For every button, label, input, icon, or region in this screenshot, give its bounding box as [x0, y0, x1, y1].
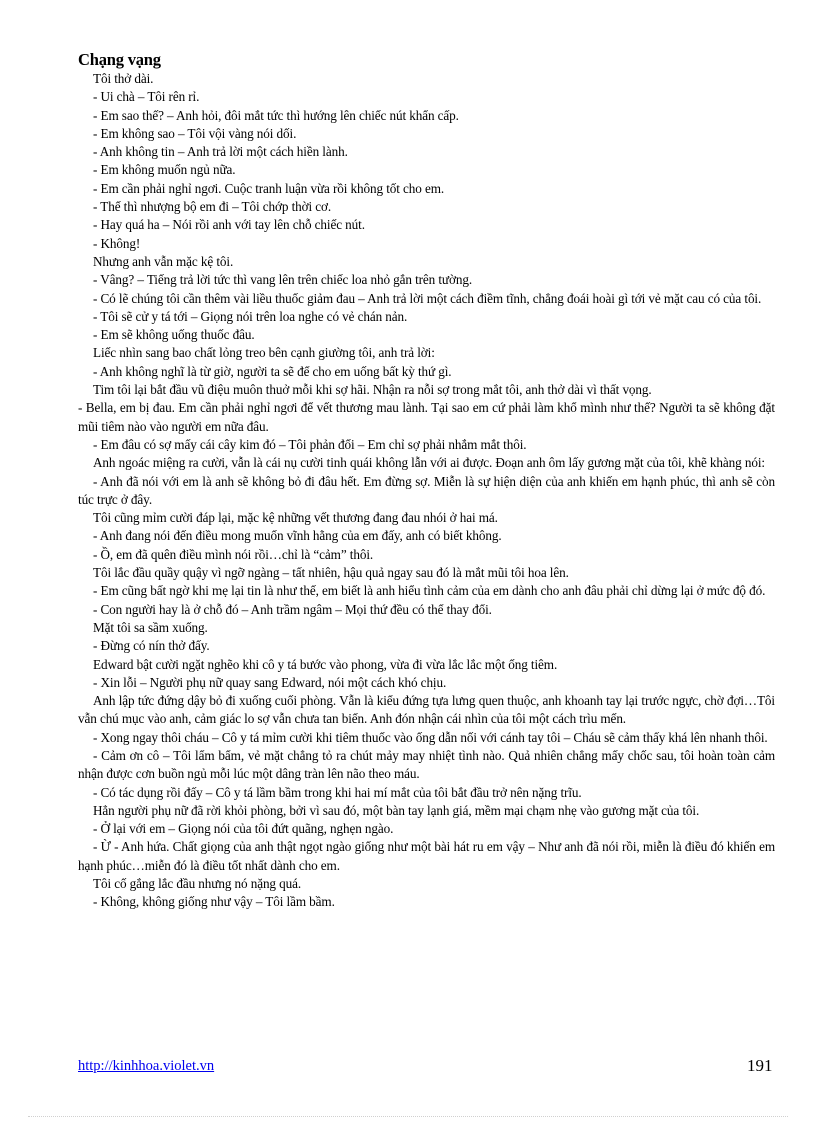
paragraph: - Con người hay là ở chỗ đó – Anh trầm ngâm – Mọi thứ đều có thể thay đổi. [93, 601, 492, 617]
paragraph: - Xong ngay thôi cháu – Cô y tá mỉm cười khi tiêm thuốc vào ống dẫn nối với cánh tay tôi – Cháu sẽ cảm thấy khá lên nhanh thôi. [93, 729, 768, 745]
paragraph: Anh ngoác miệng ra cười, vẫn là cái nụ cười tinh quái không lẫn với ai được. Đoạn anh ôm lấy gương mặt của tôi, khẽ khàng nói: [93, 455, 765, 471]
paragraph: - Không, không giống như vậy – Tôi lầm bầm. [93, 894, 335, 910]
paragraph: - Vâng? – Tiếng trả lời tức thì vang lên trên chiếc loa nhỏ gắn trên tường. [93, 272, 473, 288]
body-text [78, 70, 775, 912]
paragraph: - Cảm ơn cô – Tôi lẩm bẩm, vẻ mặt chẳng tỏ ra chút mảy may nhiệt tình nào. Quả nhiên chẳng mấy chốc sau, tôi hoàn toàn cảm nhận được cơn buồn ngủ mỗi lúc một dâng tràn lên não theo máu. [78, 747, 775, 782]
paragraph: - Ui chà – Tôi rên rỉ. [93, 89, 200, 105]
paragraph: - Có lẽ chúng tôi cần thêm vài liều thuốc giảm đau – Anh trả lời một cách điềm tĩnh, chẳng đoái hoài gì tới vẻ mặt cau có của tôi. [93, 290, 762, 306]
paragraph: Tôi cũng mỉm cười đáp lại, mặc kệ những vết thương đang đau nhói ở hai má. [93, 510, 498, 526]
paragraph: Mặt tôi sa sầm xuống. [93, 619, 208, 635]
paragraph: - Ừ - Anh hứa. Chất giọng của anh thật ngọt ngào giống như một bài hát ru em vậy – Như anh đã nói rồi, miễn là điều đó khiến em hạnh phúc…miễn đó là điều tốt nhất dành cho em. [78, 839, 775, 873]
paragraph: Tôi lắc đầu quầy quậy vì ngỡ ngàng – tất nhiên, hậu quả ngay sau đó là mắt mũi tôi hoa lên. [93, 565, 569, 581]
paragraph: - Thế thì nhượng bộ em đi – Tôi chớp thời cơ. [93, 199, 332, 215]
paragraph: - Em cũng bất ngờ khi mẹ lại tin là như thế, em biết là anh hiểu tình cảm của em dành cho anh đâu phải chỉ dừng lại ở mức độ đó. [93, 583, 766, 599]
paragraph: - Tôi sẽ cử y tá tới – Giọng nói trên loa nghe có vẻ chán nản. [93, 308, 408, 324]
paragraph: - Em cần phải nghỉ ngơi. Cuộc tranh luận vừa rồi không tốt cho em. [93, 180, 445, 196]
paragraph: - Bella, em bị đau. Em cần phải nghỉ ngơi để vết thương mau lành. Tại sao em cứ phải làm khổ mình như thế? Người ta sẽ không đặt mũi tiêm nào vào người em nữa đâu. [78, 400, 775, 434]
paragraph: - Hay quá ha – Nói rồi anh với tay lên chỗ chiếc nút. [93, 217, 365, 233]
paragraph: Nhưng anh vẫn mặc kệ tôi. [93, 253, 234, 269]
paragraph: - Không! [93, 235, 141, 251]
paragraph: - Em sao thế? – Anh hỏi, đôi mắt tức thì hướng lên chiếc nút khẩn cấp. [93, 107, 459, 123]
paragraph: - Anh không nghĩ là từ giờ, người ta sẽ để cho em uống bất kỳ thứ gì. [93, 363, 452, 379]
paragraph: - Ở lại với em – Giọng nói của tôi đứt quãng, nghẹn ngào. [93, 821, 394, 837]
page-number: 191 [747, 1056, 773, 1075]
paragraph: Tôi cố gắng lắc đầu nhưng nó nặng quá. [93, 876, 302, 892]
paragraph: Anh lập tức đứng dậy bỏ đi xuống cuối phòng. Vẫn là kiểu đứng tựa lưng quen thuộc, anh khoanh tay lại trước ngực, chờ đợi…Tôi vẫn chú mục vào anh, cảm giác lo sợ vẫn chưa tan biến. Anh đón nhận cái nhìn của tôi một cách trìu mến. [78, 693, 775, 727]
paragraph: - Em đâu có sợ mấy cái cây kim đó – Tôi phản đối – Em chỉ sợ phải nhắm mắt thôi. [93, 436, 527, 452]
paragraph: - Ồ, em đã quên điều mình nói rồi…chỉ là “cảm” thôi. [93, 546, 374, 562]
paragraph: - Em không sao – Tôi vội vàng nói dối. [93, 125, 297, 141]
paragraph: Tim tôi lại bắt đầu vũ điệu muôn thuở mỗi khi sợ hãi. Nhận ra nỗi sợ trong mắt tôi, anh thở dài vì thất vọng. [93, 382, 652, 398]
paragraph: - Em sẽ không uống thuốc đâu. [93, 327, 255, 343]
paragraph: - Anh đang nói đến điều mong muốn vĩnh hằng của em đấy, anh có biết không. [93, 528, 502, 544]
paragraph: - Xin lỗi – Người phụ nữ quay sang Edward, nói một cách khó chịu. [93, 674, 447, 690]
paragraph: - Anh không tin – Anh trả lời một cách hiền lành. [93, 144, 348, 160]
paragraph: - Đừng có nín thở đấy. [93, 638, 210, 654]
footer-website-link[interactable]: http://kinhhoa.violet.vn [78, 1058, 215, 1074]
paragraph: Edward bật cười ngặt nghẽo khi cô y tá bước vào phong, vừa đi vừa lắc lắc một ống tiêm. [93, 656, 558, 672]
paragraph: - Anh đã nói với em là anh sẽ không bỏ đi đâu hết. Em đừng sợ. Miễn là sự hiện diện của anh khiến em hạnh phúc, thì anh sẽ còn túc trực ở đây. [78, 473, 775, 507]
paragraph: Tôi thở dài. [93, 71, 154, 86]
paragraph: - Em không muốn ngủ nữa. [93, 162, 236, 178]
paragraph: Hẳn người phụ nữ đã rời khỏi phòng, bởi vì sau đó, một bàn tay lạnh giá, mềm mại chạm nhẹ vào gương mặt của tôi. [93, 802, 700, 818]
paragraph: Liếc nhìn sang bao chất lỏng treo bên cạnh giường tôi, anh trả lời: [93, 345, 435, 361]
paragraph: - Có tác dụng rồi đấy – Cô y tá lầm bầm trong khi hai mí mắt của tôi bắt đầu trở nên nặng trĩu. [93, 784, 582, 800]
chapter-title: Chạng vạng [78, 50, 161, 69]
page-bottom-divider [28, 1116, 788, 1117]
